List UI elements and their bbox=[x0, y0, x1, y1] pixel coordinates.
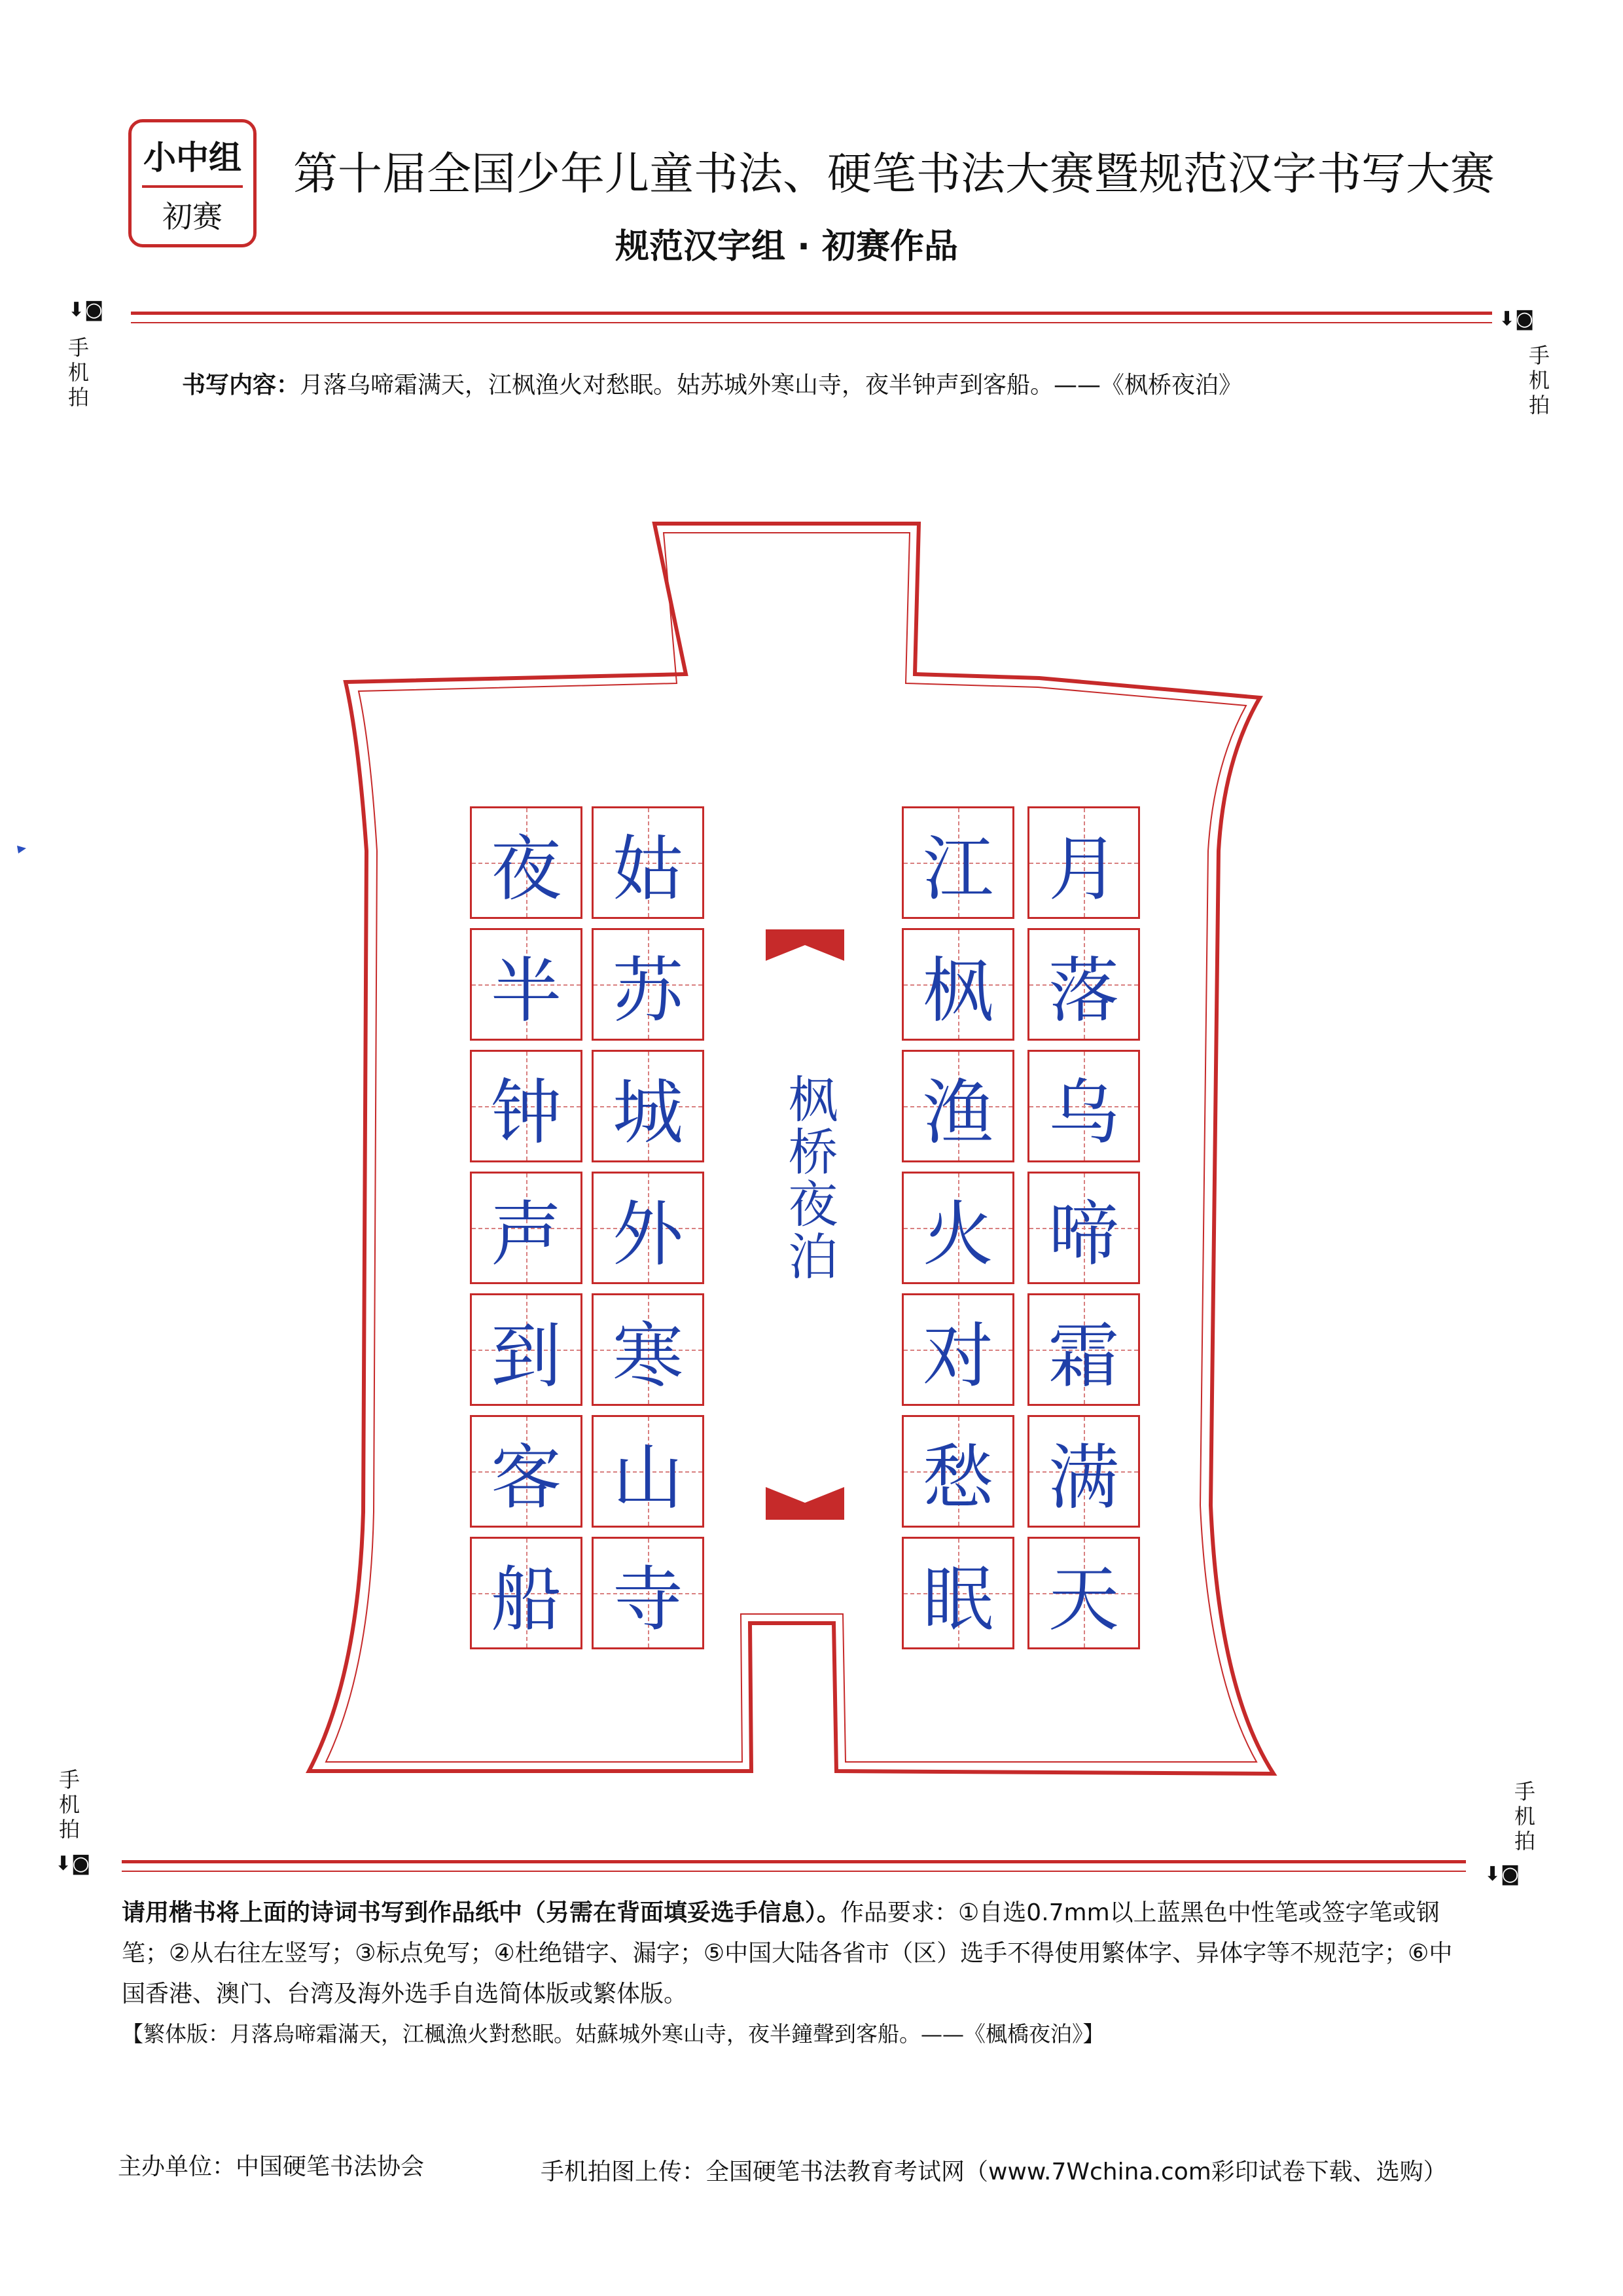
grid-cell bbox=[1027, 928, 1140, 1041]
handwritten-character: 声 bbox=[490, 1193, 562, 1276]
grid-cell bbox=[592, 928, 704, 1041]
side-label-top-right: 手机拍 bbox=[1528, 343, 1550, 418]
badge-round-label: 初赛 bbox=[162, 199, 223, 234]
grid-cell bbox=[1027, 1293, 1140, 1406]
grid-cell bbox=[902, 1415, 1014, 1528]
grid-cell bbox=[1027, 1172, 1140, 1284]
grid-cell bbox=[470, 1293, 582, 1406]
grid-cell bbox=[592, 1050, 704, 1162]
poem-title-vertical bbox=[779, 1073, 838, 1283]
bottom-rule bbox=[122, 1860, 1466, 1863]
camera-icon: ⬇◙ bbox=[55, 1852, 91, 1875]
grid-cell bbox=[470, 1050, 582, 1162]
traditional-version: 【繁体版：月落烏啼霜滿天，江楓漁火對愁眠。姑蘇城外寒山寺，夜半鐘聲到客船。——《楓橋夜泊》】 bbox=[122, 2021, 1105, 2047]
handwritten-character: 天 bbox=[1048, 1558, 1119, 1641]
grid-cell bbox=[470, 1172, 582, 1284]
handwritten-character: 对 bbox=[922, 1315, 993, 1397]
writing-content-label: 书写内容： bbox=[182, 372, 300, 399]
grid-cell bbox=[902, 1537, 1014, 1649]
requirements-body: 作品要求：①自选0.7mm以上蓝黑色中性笔或签字笔或钢笔；②从右往左竖写；③标点免写；④杜绝错字、漏字；⑤中国大陆各省市（区）选手不得使用繁体字、异体字等不规范字；⑥中国香港、澳门、台湾及海外选手自选简体版或繁体版。 bbox=[122, 1899, 1453, 2007]
page-title: 第十届全国少年儿童书法、硬笔书法大赛暨规范汉字书写大赛 bbox=[293, 149, 1495, 200]
grid-cell bbox=[592, 806, 704, 919]
grid-cell bbox=[470, 1537, 582, 1649]
handwritten-character: 火 bbox=[922, 1193, 993, 1276]
requirements bbox=[122, 1893, 1470, 2015]
side-label-top-left: 手机拍 bbox=[67, 335, 89, 410]
handwritten-character: 眠 bbox=[922, 1558, 993, 1641]
handwritten-character: 半 bbox=[490, 950, 562, 1032]
handwritten-character: 钟 bbox=[490, 1071, 562, 1154]
organizer: 主办单位：中国硬笔书法协会 bbox=[118, 2153, 425, 2180]
handwritten-character: 落 bbox=[1048, 950, 1119, 1032]
grid-cell bbox=[470, 928, 582, 1041]
grid-cell bbox=[1027, 1050, 1140, 1162]
poem-title-char: 枫桥夜泊 bbox=[780, 1073, 838, 1283]
grid-cell bbox=[902, 1172, 1014, 1284]
handwritten-character: 寒 bbox=[612, 1315, 683, 1397]
camera-icon: ⬇◙ bbox=[1499, 308, 1535, 331]
handwritten-character: 月 bbox=[1048, 828, 1119, 910]
handwritten-character: 啼 bbox=[1048, 1193, 1119, 1276]
grid-cell bbox=[902, 806, 1014, 919]
requirements-lead: 请用楷书将上面的诗词书写到作品纸中（另需在背面填妥选手信息）。 bbox=[122, 1899, 841, 1926]
grid-cell bbox=[1027, 806, 1140, 919]
upload-info: 手机拍图上传：全国硬笔书法教育考试网（www.7Wchina.com彩印试卷下载、选购） bbox=[541, 2159, 1447, 2185]
bottom-rule-thin bbox=[122, 1871, 1466, 1872]
handwritten-character: 江 bbox=[922, 828, 993, 910]
ornament-bottom bbox=[766, 1487, 844, 1520]
handwritten-character: 乌 bbox=[1048, 1071, 1119, 1154]
handwritten-character: 外 bbox=[612, 1193, 683, 1276]
side-label-bottom-left: 手机拍 bbox=[58, 1767, 80, 1842]
page-subtitle: 规范汉字组 · 初赛作品 bbox=[615, 227, 958, 266]
handwritten-character: 寺 bbox=[612, 1558, 683, 1641]
writing-content-text: 月落乌啼霜满天，江枫渔火对愁眠。姑苏城外寒山寺，夜半钟声到客船。——《枫桥夜泊》 bbox=[300, 372, 1243, 399]
grid-cell bbox=[470, 806, 582, 919]
grid-cell bbox=[470, 1415, 582, 1528]
grid-cell bbox=[902, 1050, 1014, 1162]
badge-group-label: 小中组 bbox=[143, 139, 241, 177]
grid-cell bbox=[592, 1172, 704, 1284]
handwritten-character: 城 bbox=[612, 1071, 683, 1154]
grid-cell bbox=[592, 1537, 704, 1649]
grid-cell bbox=[592, 1293, 704, 1406]
handwritten-character: 夜 bbox=[490, 828, 562, 910]
handwritten-character: 船 bbox=[490, 1558, 562, 1641]
grid-cell bbox=[902, 1293, 1014, 1406]
handwritten-character: 霜 bbox=[1048, 1315, 1119, 1397]
handwritten-character: 枫 bbox=[922, 950, 993, 1032]
grid-cell bbox=[1027, 1537, 1140, 1649]
handwritten-character: 苏 bbox=[612, 950, 683, 1032]
grid-cell bbox=[592, 1415, 704, 1528]
handwritten-character: 客 bbox=[490, 1437, 562, 1519]
ornament-top bbox=[766, 929, 844, 961]
grid-cell bbox=[902, 928, 1014, 1041]
camera-icon: ⬇◙ bbox=[68, 298, 104, 321]
side-label-bottom-right: 手机拍 bbox=[1514, 1779, 1535, 1854]
handwritten-character: 到 bbox=[490, 1315, 562, 1397]
handwritten-character: 姑 bbox=[612, 828, 683, 910]
handwritten-character: 渔 bbox=[922, 1071, 993, 1154]
handwritten-character: 满 bbox=[1048, 1437, 1119, 1519]
handwritten-character: 山 bbox=[612, 1437, 683, 1519]
camera-icon: ⬇◙ bbox=[1484, 1863, 1520, 1886]
handwritten-character: 愁 bbox=[922, 1437, 993, 1519]
grid-cell bbox=[1027, 1415, 1140, 1528]
